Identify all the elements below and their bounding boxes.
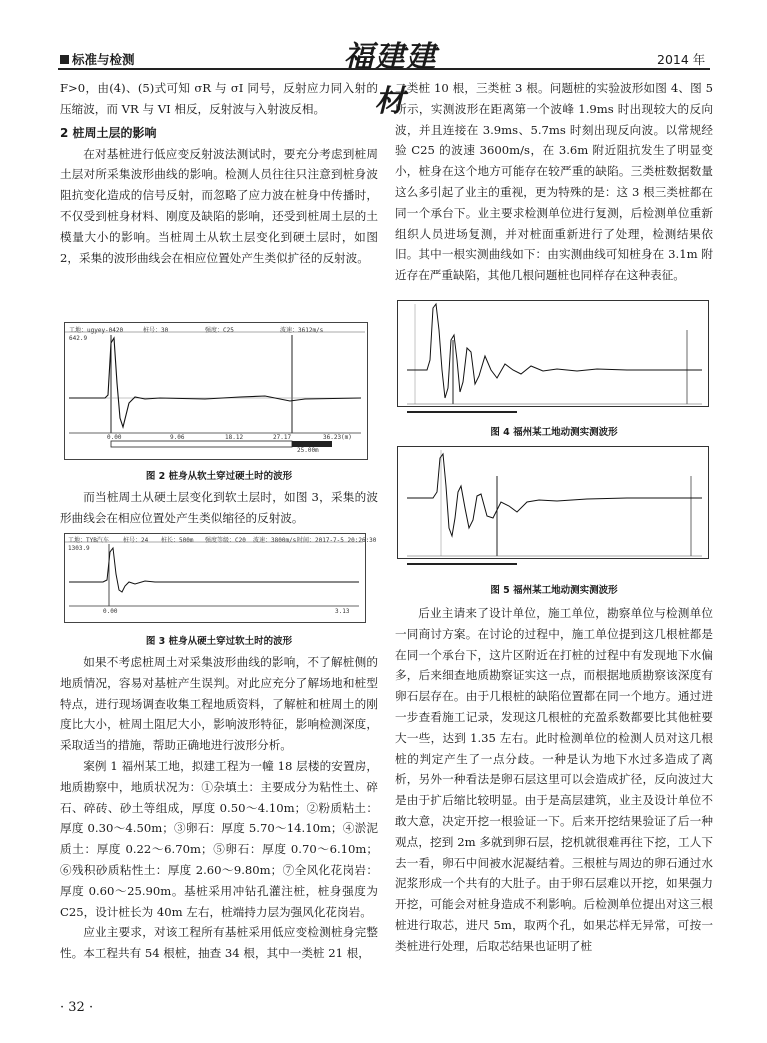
figure-5-waveform [397,446,709,568]
paragraph: 后业主请来了设计单位，施工单位，勘察单位与检测单位一同商讨方案。在讨论的过程中，施工单位提到这几根桩都是在同一个承台下，这片区附近在打桩的过程中有发现地下水偏多，后来细查地质勘察证实这一点，而根据地质勘察该深度有卵石层存在。由于几根桩的缺陷位置都在同一个地方。通过进一步查看施工记录，发现这几根桩的充盈系数都要比其他桩要大一些，达到 1.35 左右。此时检测单位的检测人员对这几根桩的判定产生了一点分歧。一种是认为地下水过多造成了离析，另外一种看法是卵石层这里可以会造成扩径，反向波过大是由于扩后缩比较明显。由于是高层建筑，业主及设计单位不敢大意，决定开挖一根验证一下。后来开挖结果验证了后一种观点，挖到 2m 多就到卵石层，挖机就很难再往下挖，工人下去一看，卵石中间被水泥凝结着。三根桩与周边的卵石通过水泥浆形成一个共有的大肚子。由于卵石层难以开挖，如果强力开挖，可能会对桩身造成不利影响。后检测单位提出对这三根桩进行取芯，进尺 5m，取两个孔，如果芯样无异常，可按一类桩进行处理，后取芯结果也证明了桩 [395,606,713,953]
header-rule [58,68,710,70]
magazine-title: 福建建材 [343,40,437,119]
left-column-continued [60,487,378,529]
fig2-tick: 9.06 [170,434,185,441]
fig2-meta: 工地：ugyey-0420 [69,327,124,334]
fig2-tick: 18.12 [225,434,244,441]
fig3-meta: 强度等级：C20 [205,537,246,544]
figure-4-waveform [397,300,709,414]
section-text: 标准与检测 [72,52,135,67]
fig3-meta: 桩号：24 [123,537,149,544]
paragraph: 二类桩 10 根，三类桩 3 根。问题桩的实验波形如图 4、图 5 所示，实测波形在距离第一个波峰 1.9ms 时出现较大的反向波，并且连接在 3.9ms、5.7ms 时刻出现反向波。以常规经验 C25 的波速 3600m/s，在 3.6m 附近阻抗发生了明显变小，桩身在这个地方可能存在较严重的缺陷。三类桩数据数量这么多引起了业主的重视，更为特殊的是：这 3 根三类桩都在同一个承台下。业主要求检测单位进行复测，后检测单位重新组织人员进场复测，并对桩面重新进行了处理，检测结果依旧。其中一根实测曲线如下：由实测曲线可知桩身在 3.1m 附近存在严重缺陷，其他几根问题桩也同样存在这种表征。 [395,81,713,283]
fig2-meta: 波速：3612m/s [280,327,324,334]
left-column-lower [60,652,378,964]
figure-3-caption: 图 3 桩身从硬土穿过软土时的波形 [145,636,293,647]
fig2-extra-label: 25.00m [297,447,319,454]
fig2-meta: 强度：C25 [205,327,234,334]
fig5-plot [397,446,709,568]
paragraph: 在对基桩进行低应变反射波法测试时，要充分考虑到桩周土层对所采集波形曲线的影响。检测人员往往只注意到桩身波阻抗变化造成的信号反射，而忽略了应力波在桩身中传播时，不仅受到桩身材料、刚度及缺陷的影响，还受到桩周土层的土模量大小的影响。当桩周土从软土层变化到硬土层时，如图 2，采集的波形曲线会在相应位置处产生类似扩径的反射波。 [60,146,378,265]
page-number: · 32 · [60,1000,94,1015]
fig4-plot [397,300,709,414]
fig3-meta: 时间：2017-7-5 20:26:30 [297,537,377,544]
issue-year: 2014 年 [657,52,706,67]
figure-2-waveform [64,322,368,460]
left-column [60,78,378,268]
section-label [60,50,135,68]
fig2-y-value: 642.9 [69,335,88,342]
section-heading: 2 桩周土层的影响 [60,125,157,140]
paragraph: 应业主要求，对该工程所有基桩采用低应变检测桩身完整性。本工程共有 54 根桩，抽查 34 根，其中一类桩 21 根， [60,925,378,961]
fig2-tick: 36.23(m) [323,434,352,441]
right-column [395,78,713,286]
figure-4-caption: 图 4 福州某工地动测实测波形 [490,427,618,438]
figure-5-caption: 图 5 福州某工地动测实测波形 [490,585,618,596]
fig3-meta: 波速：3800m/s [253,537,297,544]
fig2-meta: 桩号：30 [143,327,169,334]
square-bullet-icon [60,55,69,64]
fig2-tick: 0.00 [107,434,122,441]
fig3-meta: 工地：TYB汽车 [68,537,109,544]
fig3-meta: 桩长：500m [161,537,194,544]
figure-2-caption: 图 2 桩身从软土穿过硬土时的波形 [145,471,293,482]
paragraph: 如果不考虑桩周土对采集波形曲线的影响，不了解桩侧的地质情况，容易对基桩产生误判。对此应充分了解场地和桩型特点，进行现场调查收集工程地质资料，了解桩和桩周土的刚度比大小，桩周土阻尼大小，影响波形特征，影响检测深度，采取适当的措施，帮助正确地进行波形分析。 [60,655,378,753]
fig3-tick: 0.00 [103,608,118,615]
figure-3-waveform [64,533,377,623]
paragraph: F>0，由(4)、(5)式可知 σR 与 σI 同号，反射应力同入射的压缩波，而 VR 与 VI 相反，反射波与入射波反相。 [60,81,378,116]
right-column-lower [395,603,713,957]
fig3-tick: 3.13 [335,608,350,615]
paragraph: 案例 1 福州某工地，拟建工程为一幢 18 层楼的安置房，地质勘察中，地质状况为：①杂填土：主要成分为粘性土、碎石、碎砖、砂土等组成，厚度 0.50～4.10m；②粉质粘土：厚度 0.30～4.50m；③卵石：厚度 5.70～14.10m；④淤泥质土：厚度 0.22～6.70m；⑤卵石：厚度 0.70～6.10m；⑥残积砂质粘性土：厚度 2.60～9.80m；⑦全风化花岗岩：厚度 0.60～25.90m。基桩采用冲钻孔灌注桩，桩身强度为 C25，设计桩长为 40m 左右，桩端持力层为强风化花岗岩。 [60,758,378,919]
paragraph: 而当桩周土从硬土层变化到软土层时，如图 3，采集的波形曲线会在相应位置处产生类似缩径的反射波。 [60,490,378,525]
fig2-tick: 27.17 [273,434,292,441]
fig3-y-value: 1303.9 [68,545,90,552]
